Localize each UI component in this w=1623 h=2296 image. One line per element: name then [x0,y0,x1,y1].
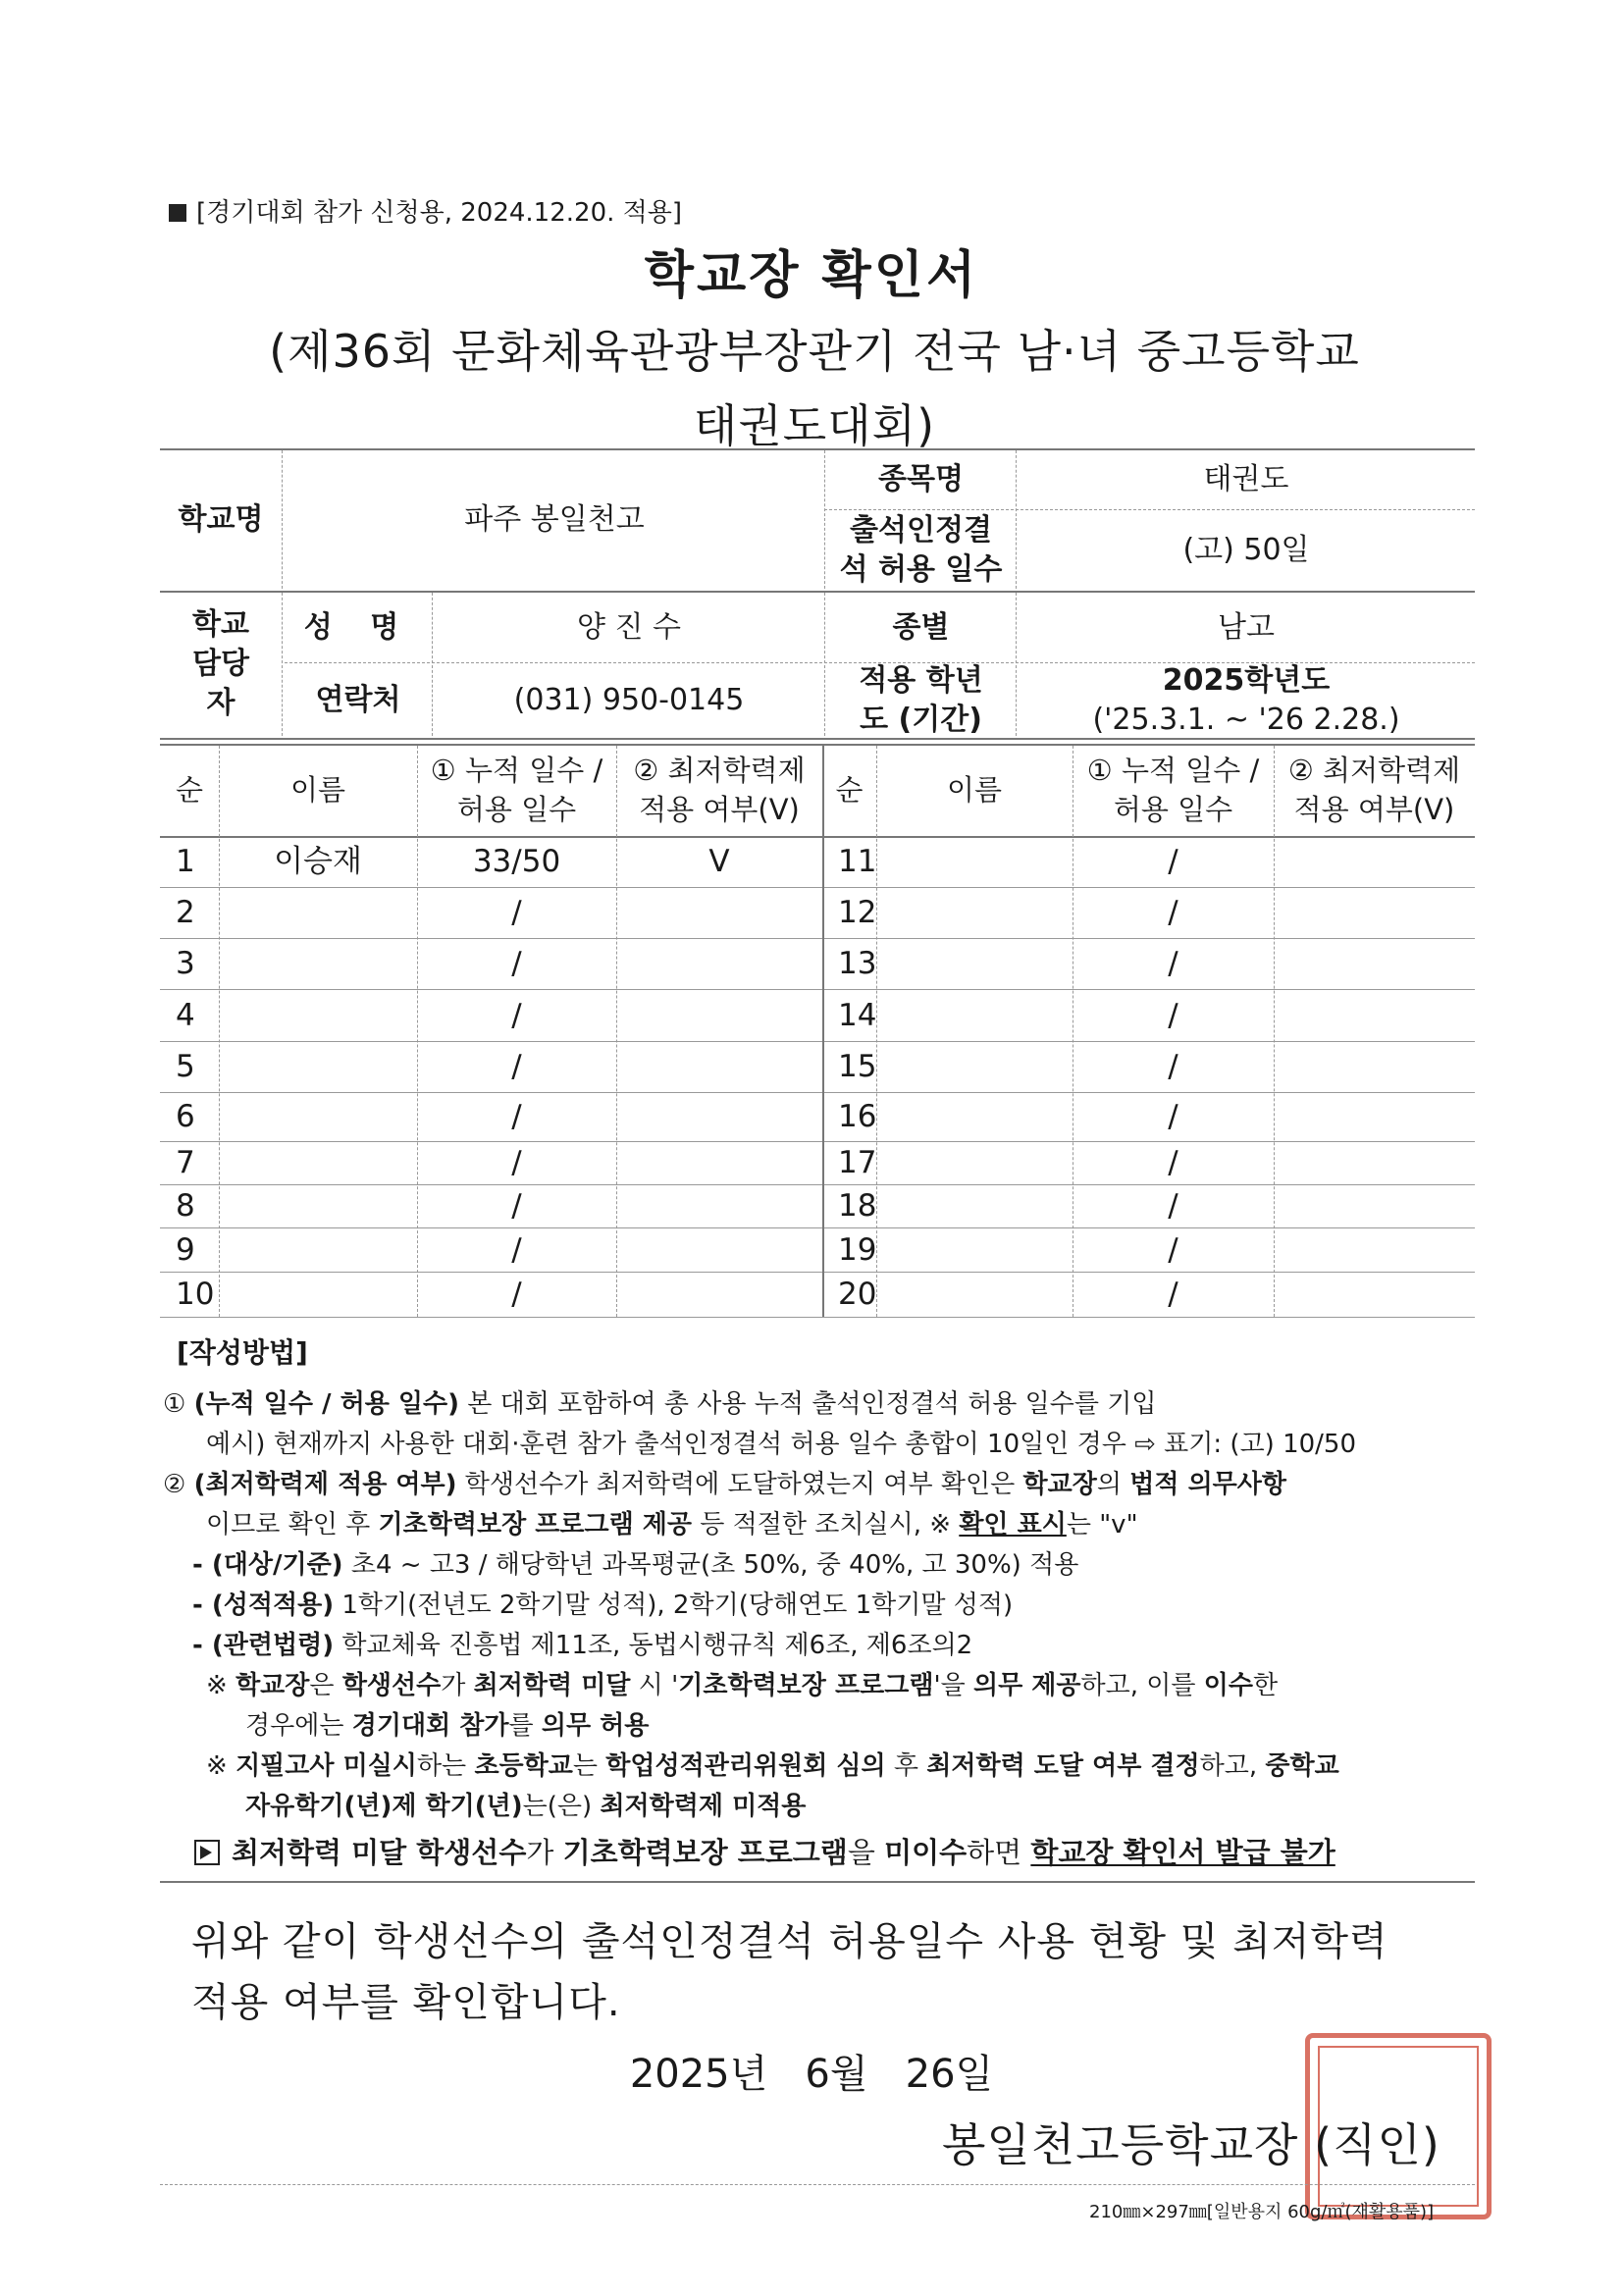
table-cell-name [219,1272,417,1317]
table-cell-no: 6 [176,1099,195,1134]
table-cell-name [876,989,1073,1041]
table-cell-no: 14 [838,997,877,1033]
column-header-no: 순 [175,773,203,807]
section-divider [160,1881,1475,1883]
table-cell-name [219,1041,417,1092]
table-cell-no: 8 [176,1188,195,1224]
table-cell-no: 11 [838,844,877,879]
table-cell-days: / [511,1145,522,1180]
table-cell-days: / [1168,1099,1178,1134]
table-cell-no: 3 [176,946,195,981]
table-cell-no: 4 [176,997,195,1033]
table-cell-days: / [1168,844,1178,879]
column-header-name: 이름 [946,773,1003,807]
method-line: 이므로 확인 후 기초학력보장 프로그램 제공 등 적절한 조치실시, ※ 확인 표시는 "v" [206,1510,1138,1539]
table-cell-name [876,1272,1073,1317]
table-cell-no: 7 [176,1145,195,1180]
column-header-days: ① 누적 일수 / 허용 일수 [1086,754,1260,826]
table-cell-min [616,1141,822,1184]
table-cell-min [1274,938,1475,989]
page-subtitle: (제36회 문화체육관광부장관기 전국 남·녀 중고등학교 태권도대회) [269,325,1360,452]
table-cell-days: / [511,1231,522,1268]
name-label: 성 명 [303,609,413,645]
table-cell-name [219,887,417,938]
column-header-no: 순 [835,773,864,807]
table-cell-min [1274,887,1475,938]
method-line: ※ 학교장은 학생선수가 최저학력 미달 시 '기초학력보장 프로그램'을 의무 제공하고, 이를 이수한 [206,1671,1279,1700]
table-cell-name [219,1141,417,1184]
table-cell-days: / [1168,1277,1178,1312]
table-cell-name [876,887,1073,938]
table-cell-no: 17 [838,1145,877,1180]
absence-label: 출석인정결석 허용 일수 [839,512,1003,587]
table-cell-days: / [511,895,522,930]
table-cell-min [616,1041,822,1092]
table-cell-days: / [511,1099,522,1134]
table-cell-days: 33/50 [472,844,561,879]
table-cell-days: / [511,1188,522,1224]
square-bullet-icon [169,204,186,222]
table-cell-days: / [511,997,522,1033]
table-cell-days: / [1168,1145,1178,1180]
table-cell-no: 10 [176,1277,215,1312]
method-line: ① (누적 일수 / 허용 일수) 본 대회 포함하여 총 사용 누적 출석인정결석 허용 일수를 기입 [163,1389,1157,1419]
issue-date: 2025년 6월 26일 [629,2052,994,2097]
table-cell-no: 12 [838,895,877,930]
table-cell-min [1274,989,1475,1041]
method-line: - (관련법령) 학교체육 진흥법 제11조, 동법시행규칙 제6조, 제6조의2 [192,1631,973,1660]
table-cell-days: / [1168,1188,1178,1224]
absence-value: (고) 50일 [1182,532,1310,567]
page-title: 학교장 확인서 [644,246,979,305]
form-tag: [경기대회 참가 신청용, 2024.12.20. 적용] [169,192,682,229]
table-cell-days: / [1168,946,1178,981]
closing-line: 적용 여부를 확인합니다. [191,1980,621,2025]
paper-spec: 210㎜×297㎜[일반용지 60g/㎡(재활용품)] [1089,2202,1435,2222]
table-cell-min [1274,1184,1475,1227]
table-cell-min [616,1092,822,1141]
table-cell-min [1274,1272,1475,1317]
table-cell-name [219,1227,417,1272]
table-cell-no: 1 [176,844,195,879]
table-cell-min [1274,1092,1475,1141]
footer-divider [160,2184,1475,2185]
table-cell-name [219,938,417,989]
table-cell-min [1274,1141,1475,1184]
year-value: 2025학년도 [1162,662,1331,698]
method-warning: 최저학력 미달 학생선수가 기초학력보장 프로그램을 미이수하면 학교장 확인서 발급 불가 [194,1833,1490,1873]
method-line: - (성적적용) 1학기(전년도 2학기말 성적), 2학기(당해연도 1학기말 성적) [192,1591,1014,1620]
table-cell-min [616,1227,822,1272]
table-cell-name [876,1184,1073,1227]
table-cell-no: 18 [838,1188,877,1224]
year-label: 적용 학년도 (기간) [859,662,983,737]
year-period: ('25.3.1. ~ '26 2.28.) [1092,702,1400,737]
year-value-cell [1018,664,1475,736]
table-cell-name [876,1141,1073,1184]
method-heading: [작성방법] [177,1336,308,1369]
method-line: 자유학기(년)제 학기(년)는(은) 최저학력제 미적용 [245,1792,807,1821]
category-label: 종별 [892,609,950,645]
table-cell-days: / [1168,895,1178,930]
table-cell-days: / [511,1277,522,1312]
table-cell-min [1274,836,1475,887]
table-cell-no: 13 [838,946,877,981]
table-cell-min [616,887,822,938]
table-cell-min [616,1272,822,1317]
table-cell-no: 2 [176,895,195,930]
method-line: 경우에는 경기대회 참가를 의무 허용 [245,1711,650,1741]
event-label: 종목명 [878,462,964,496]
table-cell-days: / [511,1049,522,1084]
method-line: - (대상/기준) 초4 ~ 고3 / 해당학년 과목평균(초 50%, 중 40%, 고 30%) 적용 [192,1550,1079,1580]
table-cell-min [616,1184,822,1227]
table-cell-min [1274,1227,1475,1272]
column-header-name: 이름 [289,773,346,807]
table-cell-no: 20 [838,1277,877,1312]
school-value: 파주 봉일천고 [464,501,645,537]
table-cell-min [1274,1041,1475,1092]
school-label: 학교명 [178,501,264,537]
column-header-min: ② 최저학력제 적용 여부(V) [1287,754,1461,826]
manager-label: 학교 담당자 [192,607,249,720]
table-cell-name [219,989,417,1041]
table-cell-min [616,989,822,1041]
table-cell-no: 5 [176,1049,195,1084]
arrow-box-icon [194,1840,220,1865]
name-value: 양 진 수 [576,609,681,645]
table-cell-name [876,1227,1073,1272]
method-line: ※ 지필고사 미실시하는 초등학교는 학업성적관리위원회 심의 후 최저학력 도달 여부 결정하고, 중학교 [206,1751,1339,1781]
table-cell-name [876,836,1073,887]
table-cell-name [219,1184,417,1227]
table-cell-name [876,1041,1073,1092]
closing-line: 위와 같이 학생선수의 출석인정결석 허용일수 사용 현황 및 최저학력 [191,1919,1388,1964]
method-line: ② (최저학력제 적용 여부) 학생선수가 최저학력에 도달하였는지 여부 확인은 학교장의 법적 의무사항 [163,1470,1287,1499]
column-header-days: ① 누적 일수 / 허용 일수 [430,754,603,826]
table-cell-name [876,938,1073,989]
table-cell-no: 19 [838,1231,877,1268]
table-cell-days: / [511,946,522,981]
table-cell-min [616,938,822,989]
table-cell-days: / [1168,997,1178,1033]
table-cell-min: V [708,844,730,879]
table-cell-name [876,1092,1073,1141]
table-cell-days: / [1168,1231,1178,1268]
column-header-min: ② 최저학력제 적용 여부(V) [633,754,806,826]
table-cell-no: 9 [176,1231,195,1268]
event-value: 태권도 [1203,462,1289,496]
table-cell-no: 15 [838,1049,877,1084]
category-value: 남고 [1218,609,1275,645]
principal-signature: 봉일천고등학교장 (직인) [942,2118,1440,2171]
contact-label: 연락처 [315,682,401,717]
table-cell-name [219,1092,417,1141]
contact-value: (031) 950-0145 [513,682,745,717]
method-line: 예시) 현재까지 사용한 대회·훈련 참가 출석인정결석 허용 일수 총합이 10일인 경우 ⇨ 표기: (고) 10/50 [206,1430,1357,1459]
table-cell-name: 이승재 [274,844,362,879]
table-cell-no: 16 [838,1099,877,1134]
table-cell-days: / [1168,1049,1178,1084]
